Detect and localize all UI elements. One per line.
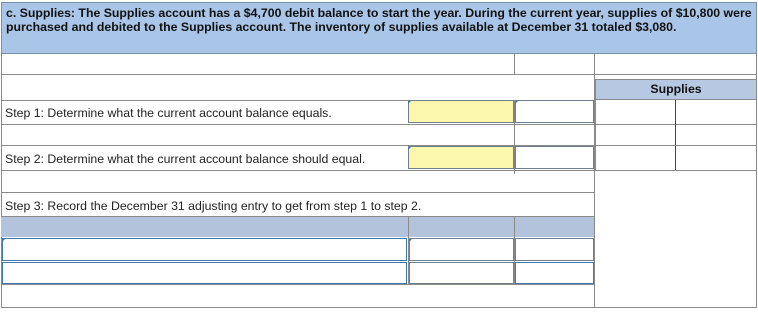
t-account-line [595, 145, 757, 146]
journal-header-row [1, 217, 594, 237]
problem-text: c. Supplies: The Supplies account has a $4,700 debit balance to start the year. During the current year, supplies of $10,800 were purchased and debited to the Supplies account. The inventory of supplies available at December 31 totaled $3,080. [6, 6, 752, 34]
journal-account-input-1[interactable] [2, 238, 407, 261]
journal-credit-input-1[interactable] [515, 238, 594, 261]
row-line [1, 170, 757, 171]
input-marker-icon [409, 239, 412, 242]
problem-statement [1, 2, 757, 54]
journal-debit-input-1[interactable] [409, 238, 514, 261]
row-line [1, 192, 595, 193]
step2-answer-input[interactable] [408, 146, 514, 169]
row-line [1, 74, 757, 75]
step1-label: Step 1: Determine what the current account balance equals. [5, 106, 332, 120]
step3-label: Step 3: Record the December 31 adjusting entry to get from step 1 to step 2. [5, 199, 422, 213]
row-line [1, 284, 595, 285]
journal-account-input-2[interactable] [2, 262, 407, 284]
top-blank-cell [514, 54, 594, 74]
input-marker-icon [408, 147, 411, 150]
input-marker-icon [515, 101, 518, 104]
input-marker-icon [2, 239, 5, 242]
step2-amount-input[interactable] [515, 146, 594, 169]
t-account-title: Supplies [595, 79, 757, 100]
journal-credit-input-2[interactable] [515, 262, 594, 284]
step1-answer-input[interactable] [408, 100, 514, 123]
t-account-divider [675, 100, 676, 170]
journal-debit-input-2[interactable] [409, 262, 514, 284]
t-account-body [595, 100, 757, 170]
step2-label: Step 2: Determine what the current account balance should equal. [5, 152, 366, 166]
step1-amount-input[interactable] [515, 100, 594, 123]
input-marker-icon [408, 101, 411, 104]
